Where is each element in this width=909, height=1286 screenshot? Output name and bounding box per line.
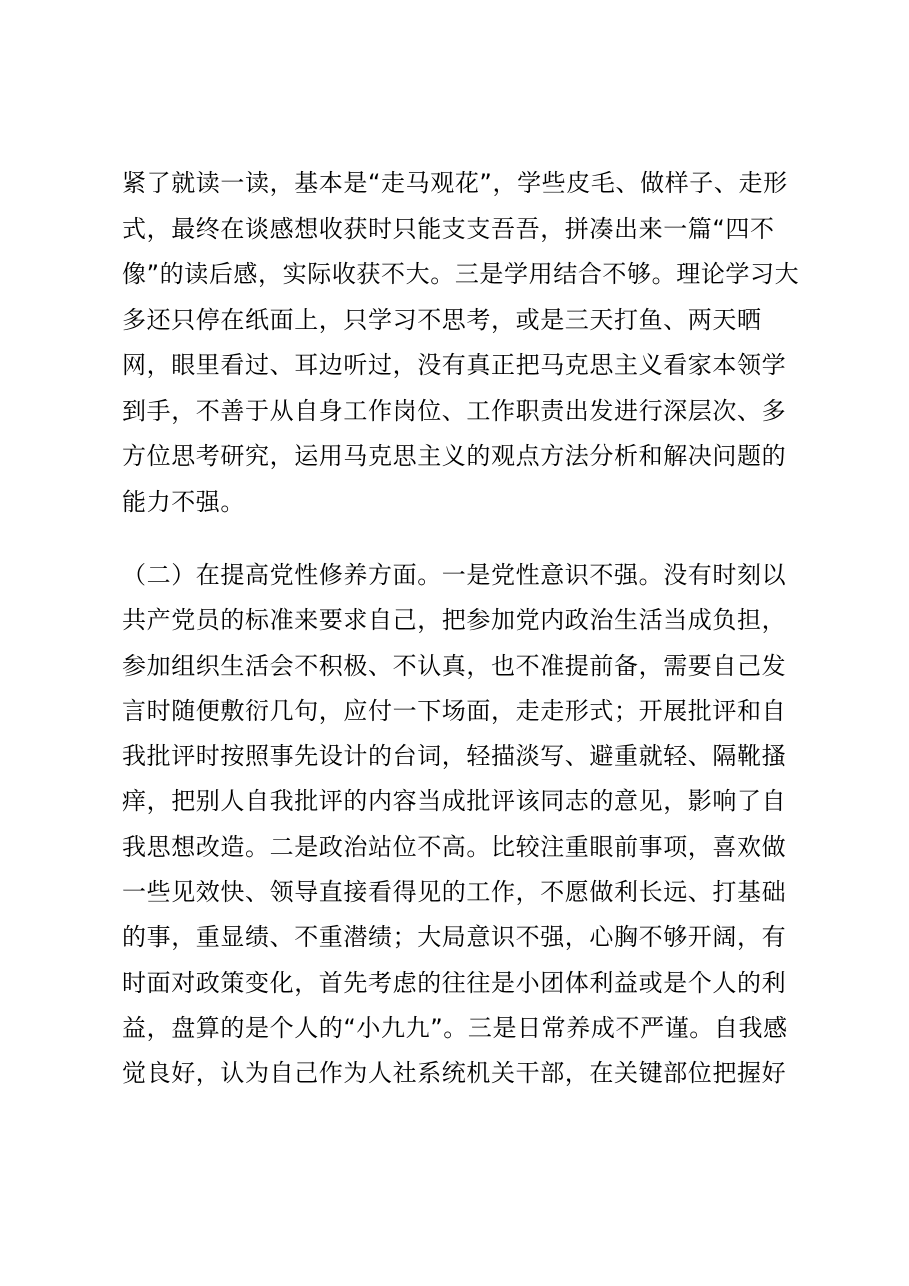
text-line: 网，眼里看过、耳边听过，没有真正把马克思主义看家本领学 bbox=[122, 351, 787, 379]
text-line: 的事，重显绩、不重潜绩；大局意识不强，心胸不够开阔，有 bbox=[122, 923, 787, 952]
text-line: 我批评时按照事先设计的台词，轻描淡写、避重就轻、隔靴搔 bbox=[122, 742, 787, 771]
text-line: 式，最终在谈感想收获时只能支支吾吾，拼凑出来一篇“四不 bbox=[122, 214, 775, 243]
text-line: 像”的读后感，实际收获不大。三是学用结合不够。理论学习大 bbox=[122, 260, 800, 288]
paragraph-party-spirit bbox=[122, 553, 802, 1097]
text-line: 言时随便敷衍几句，应付一下场面，走走形式；开展批评和自 bbox=[122, 696, 787, 725]
text-line: 时面对政策变化，首先考虑的往往是小团体利益或是个人的利 bbox=[122, 968, 787, 997]
text-line: 到手，不善于从自身工作岗位、工作职责出发进行深层次、多 bbox=[122, 396, 787, 425]
paragraph-study bbox=[122, 161, 802, 525]
text-line: 参加组织生活会不积极、不认真，也不准提前备，需要自己发 bbox=[122, 651, 787, 680]
text-line: 方位思考研究，运用马克思主义的观点方法分析和解决问题的 bbox=[122, 442, 787, 470]
text-line: 紧了就读一读，基本是“走马观花”，学些皮毛、做样子、走形 bbox=[122, 169, 788, 197]
text-line: 多还只停在纸面上，只学习不思考，或是三天打鱼、两天晒 bbox=[122, 305, 762, 334]
text-line: 共产党员的标准来要求自己，把参加党内政治生活当成负担， bbox=[122, 606, 787, 635]
text-line: 我思想改造。二是政治站位不高。比较注重眼前事项，喜欢做 bbox=[122, 832, 787, 861]
text-line: 觉良好，认为自己作为人社系统机关干部，在关键部位把握好 bbox=[122, 1059, 787, 1088]
text-line: 能力不强。 bbox=[122, 487, 245, 516]
text-line: 一些见效快、领导直接看得见的工作，不愿做利长远、打基础 bbox=[122, 878, 787, 907]
text-line: （二）在提高党性修养方面。一是党性意识不强。没有时刻以 bbox=[122, 561, 787, 589]
text-line: 痒，把别人自我批评的内容当成批评该同志的意见，影响了自 bbox=[122, 787, 787, 816]
text-line: 益，盘算的是个人的“小九九”。三是日常养成不严谨。自我感 bbox=[122, 1013, 788, 1042]
